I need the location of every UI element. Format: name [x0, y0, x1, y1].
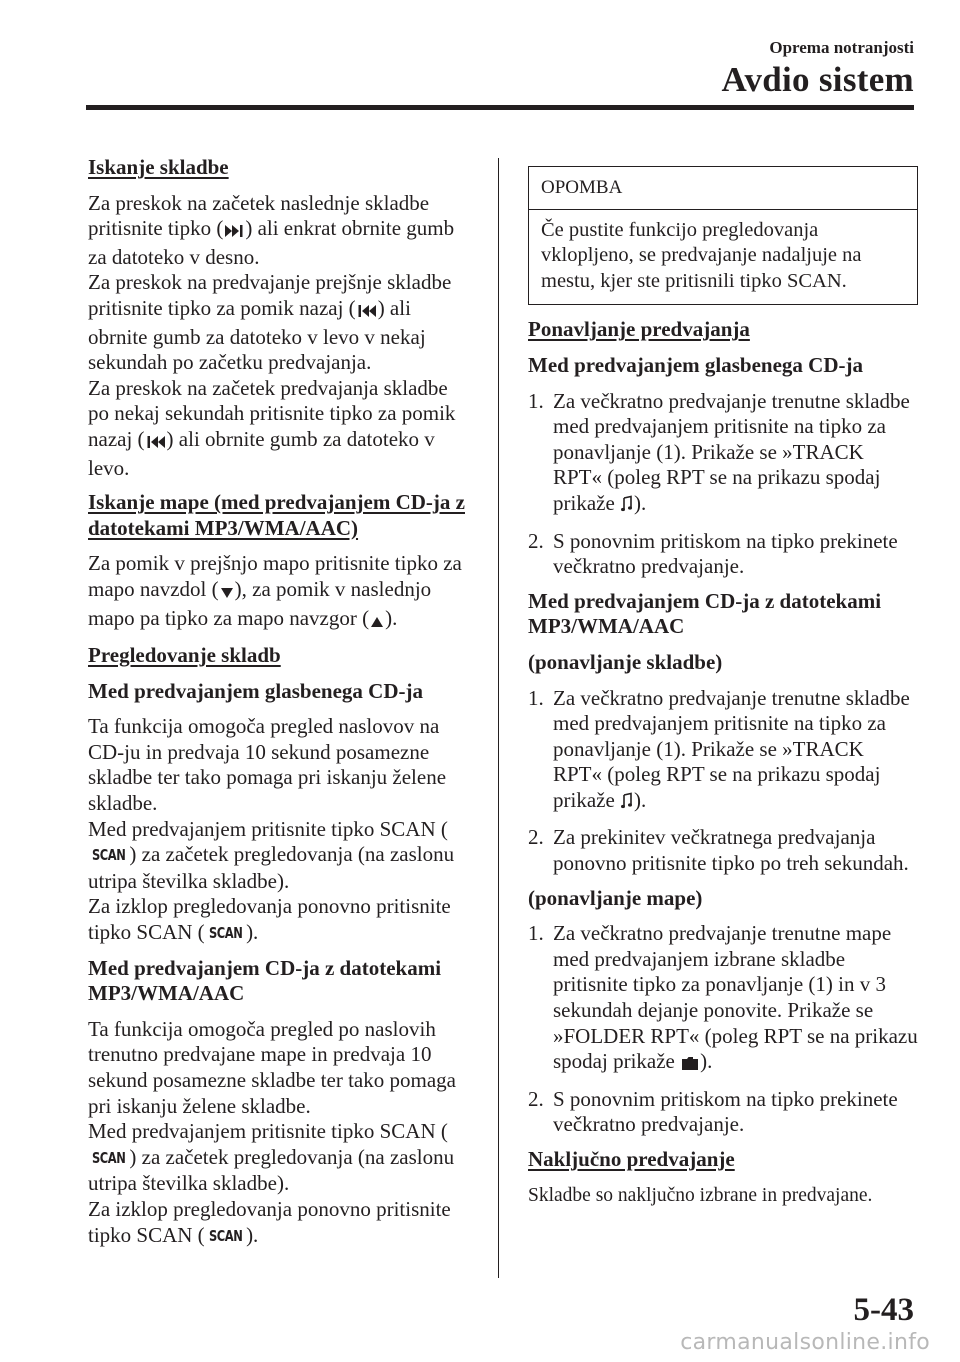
list-item: 2. Za prekinitev večkratnega predvajanja ponovno pritisnite tipko po treh sekundah.	[528, 825, 909, 876]
next-track-icon	[224, 219, 244, 245]
paragraph: Ta funkcija omogoča pregled po naslovih trenutno predvajane mape in predvaja 10 sekund posamezne skladbe ter tako pomaga pri iskanju želene skladbe.	[88, 1016, 456, 1118]
page-title: Avdio sistem	[721, 60, 914, 99]
paragraph: Med predvajanjem pritisnite tipko SCAN (SCAN ) za začetek pregledovanja (na zaslonu utripa številka skladbe).	[88, 816, 455, 893]
paragraph: Za pomik v prejšnjo mapo pritisnite tipko za mapo navzdol ( ), za pomik v naslednjo mapo pa tipko za mapo navzgor ( ).	[88, 551, 472, 634]
list-item: 1. Za večkratno predvajanje trenutne skladbe med predvajanjem pritisnite na tipko za ponavljanje (1). Prikaže se »TRACK RPT« (poleg RPT se na prikazu spodaj prikaže ).	[528, 389, 918, 520]
note-text: Če pustite funkcijo pregledovanja vklopljeno, se predvajanje nadaljuje na mestu, kjer ste pritisnili tipko SCAN.	[541, 218, 862, 292]
header-section-label: Oprema notranjosti	[769, 38, 914, 57]
subheading: (ponavljanje skladbe)	[528, 649, 723, 674]
heading-repeat: Ponavljanje predvajanja	[528, 317, 750, 342]
paragraph: Skladbe so naključno izbrane in predvajane.	[528, 1184, 873, 1206]
folder-down-icon	[220, 580, 234, 606]
note-box	[528, 166, 918, 305]
paragraph: Za preskok na predvajanje prejšnje skladbe pritisnite tipko za pomik nazaj ( ) ali obrnite gumb za datoteko v levo v nekaj sekundah po začetku predvajanja.	[88, 270, 452, 375]
list-item: 2. S ponovnim pritiskom na tipko prekinete večkratno predvajanje.	[528, 528, 898, 579]
column-divider	[498, 158, 499, 1278]
subheading: Med predvajanjem glasbenega CD-ja	[528, 352, 863, 377]
heading-random: Naključno predvajanje	[528, 1147, 735, 1171]
heading-track-scan: Pregledovanje skladb	[88, 643, 281, 668]
paragraph: Ta funkcija omogoča pregled naslovov na CD-ju in predvaja 10 sekund posamezne skladbe ter tako pomaga pri iskanju želene skladbe.	[88, 714, 447, 816]
paragraph: Za izklop pregledovanja ponovno pritisnite tipko SCAN ( SCAN ).	[88, 894, 472, 946]
subheading: Med predvajanjem glasbenega CD-ja	[88, 678, 423, 703]
scan-icon: SCAN	[208, 1226, 243, 1245]
scan-icon: SCAN	[91, 846, 126, 865]
music-note-icon	[621, 494, 633, 520]
steps-list	[528, 921, 918, 1138]
music-note-icon	[621, 791, 633, 817]
folder-icon	[681, 1052, 699, 1078]
page-number: 5-43	[853, 1292, 914, 1328]
left-column	[88, 155, 472, 1258]
note-label: OPOMBA	[529, 167, 917, 210]
header-rule	[86, 105, 914, 110]
list-item: 1. Za večkratno predvajanje trenutne skladbe med predvajanjem pritisnite na tipko za ponavljanje (1). Prikaže se »TRACK RPT« (poleg RPT se na prikazu spodaj prikaže ).	[528, 686, 918, 817]
heading-folder-search: Iskanje mape (med predvajanjem CD-ja z datotekami MP3/WMA/AAC)	[88, 490, 465, 540]
steps-list	[528, 389, 918, 580]
paragraph: Med predvajanjem pritisnite tipko SCAN (SCAN ) za začetek pregledovanja (na zaslonu utripa številka skladbe).	[88, 1119, 455, 1196]
folder-up-icon	[370, 609, 384, 635]
scan-icon: SCAN	[91, 1148, 126, 1167]
subheading: Med predvajanjem CD-ja z datotekami MP3/WMA/AAC	[88, 955, 442, 1006]
paragraph: Za izklop pregledovanja ponovno pritisnite tipko SCAN ( SCAN ).	[88, 1197, 472, 1249]
right-column	[528, 166, 918, 1217]
subheading: (ponavljanje mape)	[528, 885, 703, 910]
previous-track-icon	[357, 299, 377, 325]
watermark: carmanualsonline.info	[680, 1330, 930, 1355]
steps-list	[528, 686, 918, 877]
scan-icon: SCAN	[208, 924, 243, 943]
heading-track-search: Iskanje skladbe	[88, 155, 229, 179]
paragraph: Za preskok na začetek predvajanja skladbe po nekaj sekundah pritisnite tipko za pomik nazaj ( ) ali obrnite gumb za datoteko v levo.	[88, 375, 456, 480]
list-item: 2. S ponovnim pritiskom na tipko prekinete večkratno predvajanje.	[528, 1086, 898, 1137]
list-item: 1. Za večkratno predvajanje trenutne mape med predvajanjem izbrane skladbe pritisnite tipko za ponavljanje (1) in v 3 sekundah dejanje ponovite. Prikaže se »FOLDER RPT« (poleg RPT se na prikazu spodaj prikaže ).	[528, 921, 918, 1078]
subheading: Med predvajanjem CD-ja z datotekami MP3/WMA/AAC	[528, 588, 882, 639]
paragraph: Za preskok na začetek naslednje skladbe pritisnite tipko ( ) ali enkrat obrnite gumb za datoteko v desno.	[88, 190, 455, 269]
previous-track-icon	[146, 430, 166, 456]
